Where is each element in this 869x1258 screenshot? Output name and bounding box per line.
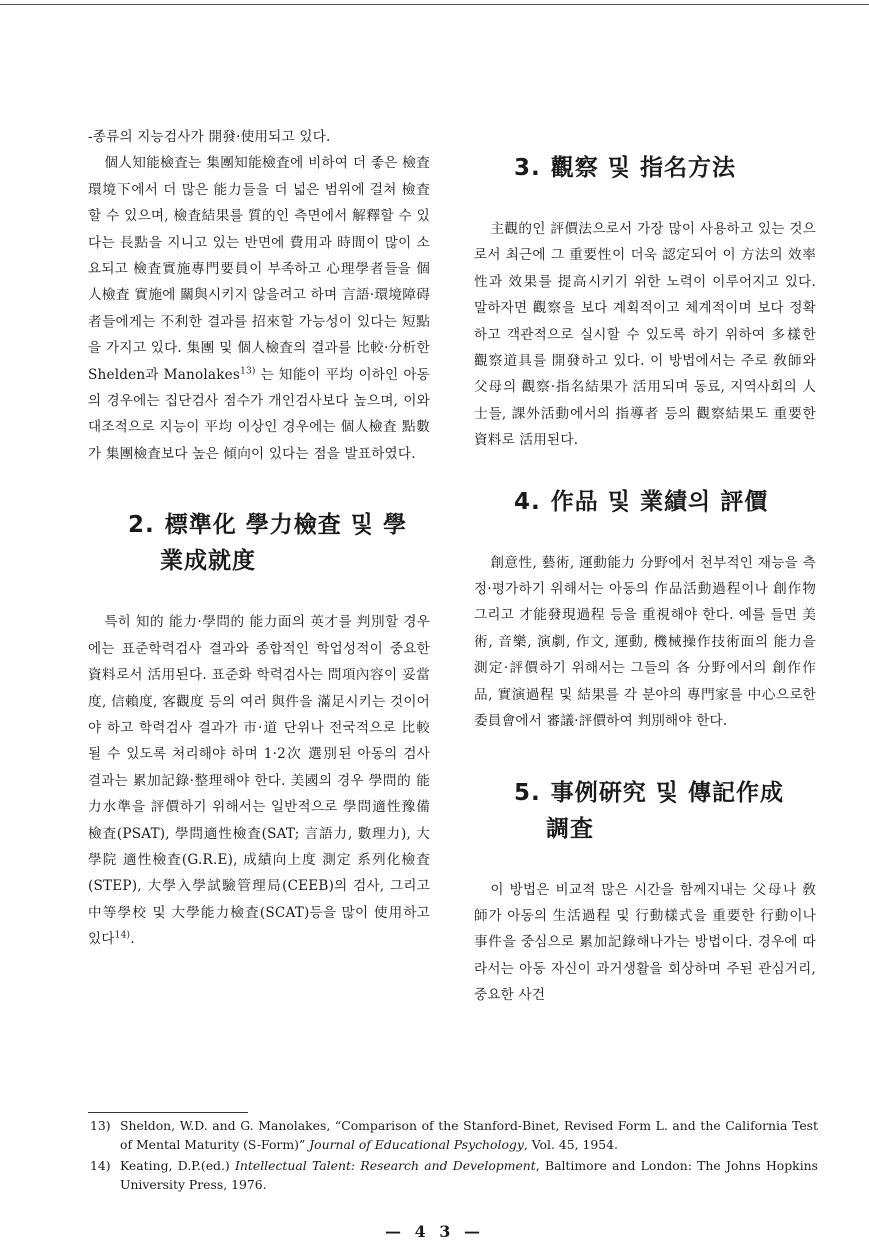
footnote-text-end: , Vol. 45, 1954.: [523, 1137, 618, 1152]
footnote-text: Keating, D.P.(ed.): [120, 1158, 236, 1173]
section-title-line2: 調査: [546, 815, 594, 842]
footnote-divider: [88, 1112, 248, 1113]
section-heading-4: [474, 484, 816, 520]
section-number: 5.: [514, 779, 541, 806]
paragraph-text: 특히 知的 能力·學問的 能力面의 英才를 判別할 경우에는 표준학력검사 결과와 종합적인 학업성적이 중요한 資料로서 活用된다. 표준화 학력검사는 問項內容이 妥當度, 信賴度, 客觀度 등의 여러 與件을 滿足시키는 것이어야 하고 학력검사 결과가 市·道 단위나 전국적으로 比較될 수 있도록 처리해야 하며 1·2次 選別된 아동의 검사 결과는 累加記錄·整理해야 한다. 美國의 경우 學問的 能力水準을 評價하기 위해서는 일반적으로 學問適性豫備檢査(PSAT), 學問適性檢査(SAT; 言語力, 數理力), 大學院 適性檢査(G.R.E), 成績向上度 測定 系列化檢査(STEP), 大學入學試驗管理局(CEEB)의 검사, 그리고 中等學校 및 大學能力檢査(SCAT)등을 많이 使用하고 있다: [88, 614, 430, 948]
footnote-ref-13: 13): [240, 366, 256, 377]
footnote-13: [90, 1116, 818, 1154]
spacer: [474, 186, 816, 216]
section-heading-5: [474, 775, 816, 847]
footnote-book-title: Intellectual Talent: Research and Development: [235, 1158, 536, 1173]
spacer: [88, 579, 430, 609]
spacer: [474, 124, 816, 150]
footnote-text-end: , Baltimore and London: The Johns Hopkins University Press, 1976.: [120, 1158, 818, 1192]
paragraph-case-study: 이 방법은 비교적 많은 시간을 함께지내는 父母나 敎師가 아동의 生活過程 및 行動樣式을 重要한 行動이나 事件을 중심으로 累加記錄해나가는 방법이다. 경우에 따라서는 아동 자신이 과거생활을 회상하며 주된 관심거리, 중요한 사건: [474, 881, 816, 1004]
section-number: 3.: [514, 155, 541, 181]
section-title-line2: 業成就度: [160, 548, 256, 575]
footnote-marker: 14): [90, 1158, 111, 1173]
footnote-journal: Journal of Educational Psychology: [309, 1137, 524, 1152]
section-heading-2: [88, 507, 430, 579]
footnote-ref-14: 14): [114, 930, 131, 941]
paragraph-continuation: -종류의 지능검사가 開發·使用되고 있다.: [88, 129, 331, 145]
paragraph-end: .: [130, 931, 135, 948]
spacer: [474, 454, 816, 484]
footnote-text: Sheldon, W.D. and G. Manolakes, “Comparison of the Stanford-Binet, Revised Form L. and the California Test of Mental Maturity (S-Form)”: [120, 1118, 818, 1152]
page-number: — 4 3 —: [385, 1222, 484, 1241]
paragraph-observation: 主觀的인 評價法으로서 가장 많이 사용하고 있는 것으로서 최근에 그 重要性이 더욱 認定되어 이 方法의 效率性과 效果를 提高시키기 위한 노력이 이루어지고 있다. 말하자면 觀察을 보다 계획적이고 체계적이며 보다 정확하고 객관적으로 실시할 수 있도록 하기 위하여 多樣한 觀察道具를 開發하고 있다. 이 방법에서는 주로 敎師와 父母의 觀察·指名結果가 活用되며 동료, 지역사회의 人士들, 課外活動에서의 指導者 등의 觀察結果도 重要한 資料로 活用된다.: [474, 221, 816, 449]
spacer: [474, 735, 816, 775]
section-number: 4.: [514, 488, 541, 515]
paragraph-text-tail: 는 知能이 平均 이하인 아동의 경우에는 집단검사 점수가 개인검사보다 높으며, 이와 대조적으로 지능이 平均 이상인 경우에는 個人檢査 點數가 集團檢査보다 높은 傾向이 있다는 점을 발표하였다.: [88, 366, 431, 462]
footnote-marker: 13): [90, 1118, 111, 1133]
right-column: [474, 124, 816, 1009]
spacer: [474, 847, 816, 877]
section-number: 2.: [128, 512, 155, 539]
left-column: [88, 124, 430, 953]
footnote-14: [90, 1156, 818, 1194]
section-title: 觀察 및 指名方法: [550, 155, 736, 181]
paragraph-individual-tests: [88, 150, 430, 467]
section-title-line1: 標準化 學力檢査 및 學: [164, 512, 407, 539]
section-heading-3: [474, 150, 816, 186]
section-title-line1: 事例硏究 및 傳記作成: [550, 779, 784, 806]
paragraph-achievement-tests: [88, 609, 430, 952]
paragraph-works-evaluation: 創意性, 藝術, 運動能力 分野에서 천부적인 재능을 측정·평가하기 위해서는 아동의 作品活動過程이나 創作物 그리고 才能發現過程 등을 重視해야 한다. 예를 들면 美術, 音樂, 演劇, 作文, 運動, 機械操作技術面의 能力을 測定·評價하기 위해서는 그들의 各 分野에서의 創作作品, 實演過程 및 結果를 각 분야의 專門家를 中心으로한 委員會에서 審議·評價하여 判別해야 한다.: [474, 554, 816, 730]
footnotes: [90, 1116, 818, 1196]
section-title: 作品 및 業績의 評價: [550, 488, 769, 515]
spacer: [474, 520, 816, 550]
spacer: [88, 467, 430, 507]
paragraph-text: 個人知能檢査는 集團知能檢査에 비하여 더 좋은 檢査環境下에서 더 많은 能力들을 더 넓은 범위에 걸쳐 檢査할 수 있으며, 檢査結果를 質的인 측면에서 解釋할 수 있다는 長點을 지니고 있는 반면에 費用과 時間이 많이 소요되고 檢査實施專門要員이 부족하고 心理學者들을 個人檢査 實施에 關與시키지 않을려고 하며 言語·環境障碍者들에게는 不利한 결과를 招來할 가능성이 있다는 短點을 가지고 있다. 集團 및 個人檢査의 결과를 比較·分析한 Shelden과 Manolakes: [88, 155, 430, 383]
